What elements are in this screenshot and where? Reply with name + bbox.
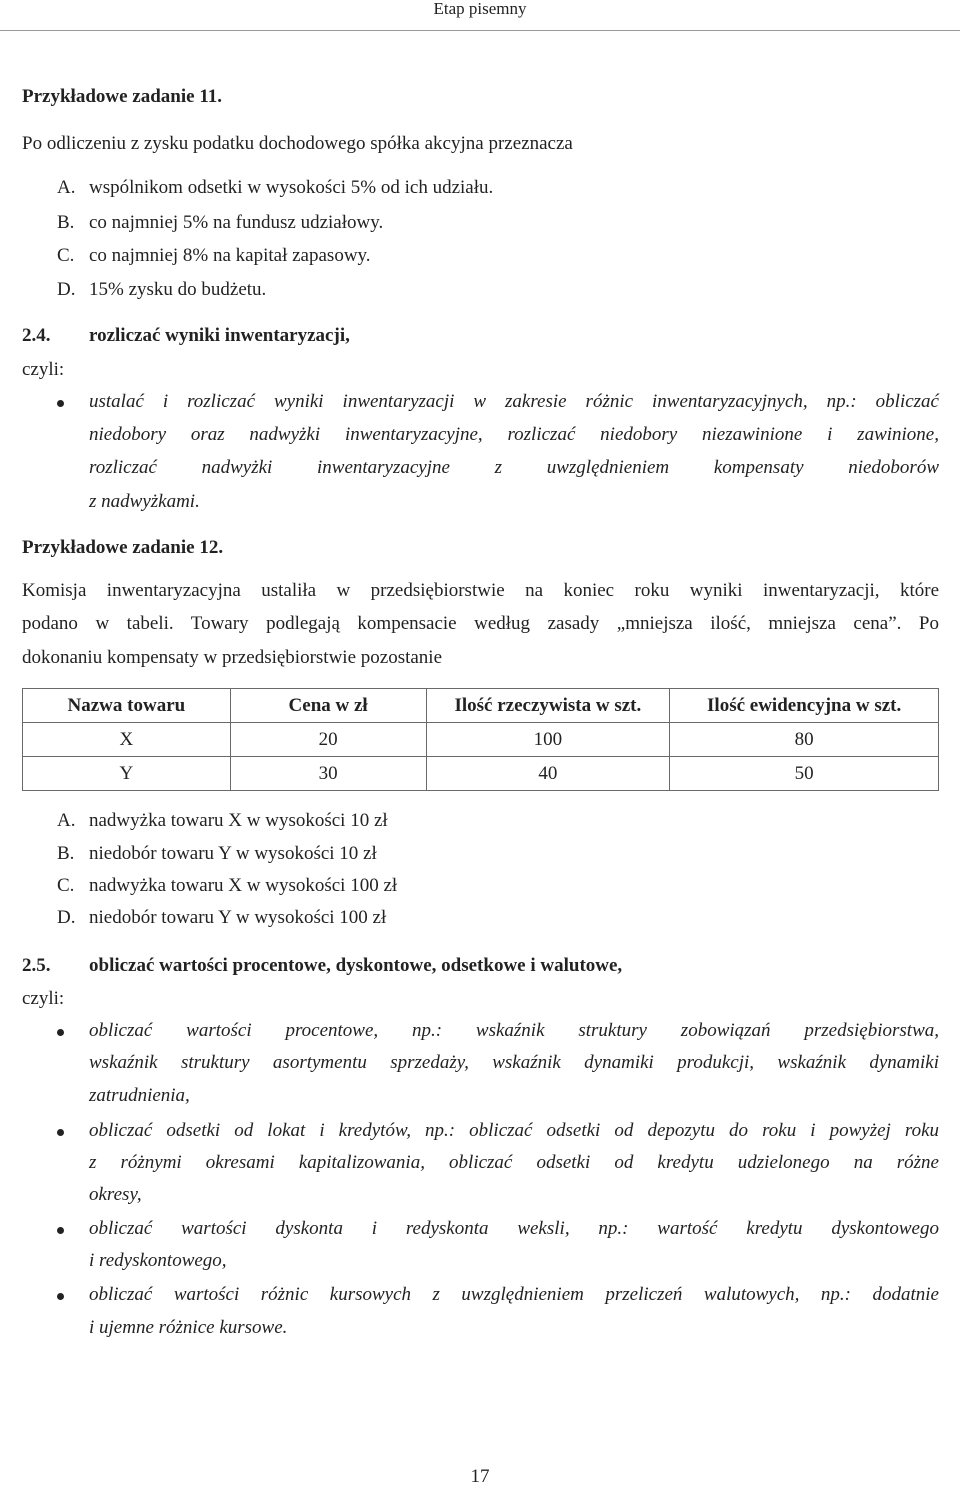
section24-bullet-line-4: z nadwyżkami. <box>89 491 200 512</box>
section24-bullet-line-3: rozliczać nadwyżki inwentaryzacyjne z uwzględnieniem kompensaty niedoborów <box>89 457 939 478</box>
table-cell: 80 <box>670 723 939 757</box>
section24-bullet-line-2: niedobory oraz nadwyżki inwentaryzacyjne, rozliczać niedobory niezawinione i zawinione, <box>89 424 939 445</box>
table-cell: 50 <box>670 757 939 791</box>
page-header <box>0 0 960 31</box>
table-cell: Y <box>23 757 231 791</box>
task12-paragraph-line-2: podano w tabeli. Towary podlegają kompensacie według zasady „mniejsza ilość, mniejsza cena”. Po <box>22 613 939 634</box>
option-letter: A. <box>57 810 76 831</box>
section25-bullet1-line: wskaźnik struktury asortymentu sprzedaży, wskaźnik dynamiki produkcji, wskaźnik dynamiki <box>89 1052 939 1073</box>
option-letter: B. <box>57 212 75 233</box>
page-number: 17 <box>470 1466 490 1487</box>
table-cell: 40 <box>426 757 670 791</box>
option-text: niedobór towaru Y w wysokości 100 zł <box>89 907 387 928</box>
table-cell: X <box>23 723 231 757</box>
section25-bullet3-line: obliczać wartości dyskonta i redyskonta weksli, np.: wartość kredytu dyskontowego <box>89 1218 939 1239</box>
section24-number: 2.4. <box>22 325 51 346</box>
section25-number: 2.5. <box>22 955 51 976</box>
inventory-table <box>22 688 939 791</box>
section24-bullet-line-1: ustalać i rozliczać wyniki inwentaryzacji w zakresie różnic inwentaryzacyjnych, np.: obliczać <box>89 391 939 412</box>
option-text: nadwyżka towaru X w wysokości 10 zł <box>89 810 388 831</box>
option-letter: C. <box>57 245 75 266</box>
table-header-row <box>23 689 939 723</box>
option-text: co najmniej 5% na fundusz udziałowy. <box>89 212 384 233</box>
table-row <box>23 723 939 757</box>
table-cell: 100 <box>426 723 670 757</box>
option-letter: D. <box>57 279 76 300</box>
section25-title: obliczać wartości procentowe, dyskontowe, odsetkowe i walutowe, <box>89 955 623 976</box>
section24-title: rozliczać wyniki inwentaryzacji, <box>89 325 350 346</box>
table-header-cell: Cena w zł <box>230 689 426 723</box>
section25-bullet3-line: i redyskontowego, <box>89 1250 227 1271</box>
option-text: co najmniej 8% na kapitał zapasowy. <box>89 245 371 266</box>
option-letter: A. <box>57 177 76 198</box>
section25-bullet2-line: z różnymi okresami kapitalizowania, obliczać odsetki od kredytu udzielonego na różne <box>89 1152 939 1173</box>
section25-bullet4-line: i ujemne różnice kursowe. <box>89 1317 288 1338</box>
section25-bullet2-line: okresy, <box>89 1184 142 1205</box>
option-text: nadwyżka towaru X w wysokości 100 zł <box>89 875 398 896</box>
task11-question: Po odliczeniu z zysku podatku dochodowego spółka akcyjna przeznacza <box>22 133 573 154</box>
table-cell: 20 <box>230 723 426 757</box>
option-letter: B. <box>57 843 75 864</box>
table-header-cell: Nazwa towaru <box>23 689 231 723</box>
task12-paragraph-line-1: Komisja inwentaryzacyjna ustaliła w przedsiębiorstwie na koniec roku wyniki inwentaryzacji, które <box>22 580 939 601</box>
option-letter: C. <box>57 875 75 896</box>
section25-bullet2-line: obliczać odsetki od lokat i kredytów, np.: obliczać odsetki od depozytu do roku i powyżej roku <box>89 1120 939 1141</box>
option-letter: D. <box>57 907 76 928</box>
option-text: niedobór towaru Y w wysokości 10 zł <box>89 843 377 864</box>
task12-title: Przykładowe zadanie 12. <box>22 537 224 558</box>
section25-bullet1-line: obliczać wartości procentowe, np.: wskaźnik struktury zobowiązań przedsiębiorstwa, <box>89 1020 939 1041</box>
section25-bullet1-line: zatrudnienia, <box>89 1085 190 1106</box>
option-text: 15% zysku do budżetu. <box>89 279 267 300</box>
section24-czyli: czyli: <box>22 359 65 380</box>
table-header-cell: Ilość rzeczywista w szt. <box>426 689 670 723</box>
bullet-icon <box>57 1029 64 1036</box>
section25-bullet4-line: obliczać wartości różnic kursowych z uwzględnieniem przeliczeń walutowych, np.: dodatnie <box>89 1284 939 1305</box>
task12-paragraph-line-3: dokonaniu kompensaty w przedsiębiorstwie pozostanie <box>22 647 443 668</box>
option-text: wspólnikom odsetki w wysokości 5% od ich udziału. <box>89 177 494 198</box>
table-cell: 30 <box>230 757 426 791</box>
bullet-icon <box>57 1293 64 1300</box>
bullet-icon <box>57 400 64 407</box>
table-row <box>23 757 939 791</box>
header-title: Etap pisemny <box>433 0 527 18</box>
table-header-cell: Ilość ewidencyjna w szt. <box>670 689 939 723</box>
task11-title: Przykładowe zadanie 11. <box>22 86 223 107</box>
bullet-icon <box>57 1227 64 1234</box>
bullet-icon <box>57 1129 64 1136</box>
section25-czyli: czyli: <box>22 988 65 1009</box>
